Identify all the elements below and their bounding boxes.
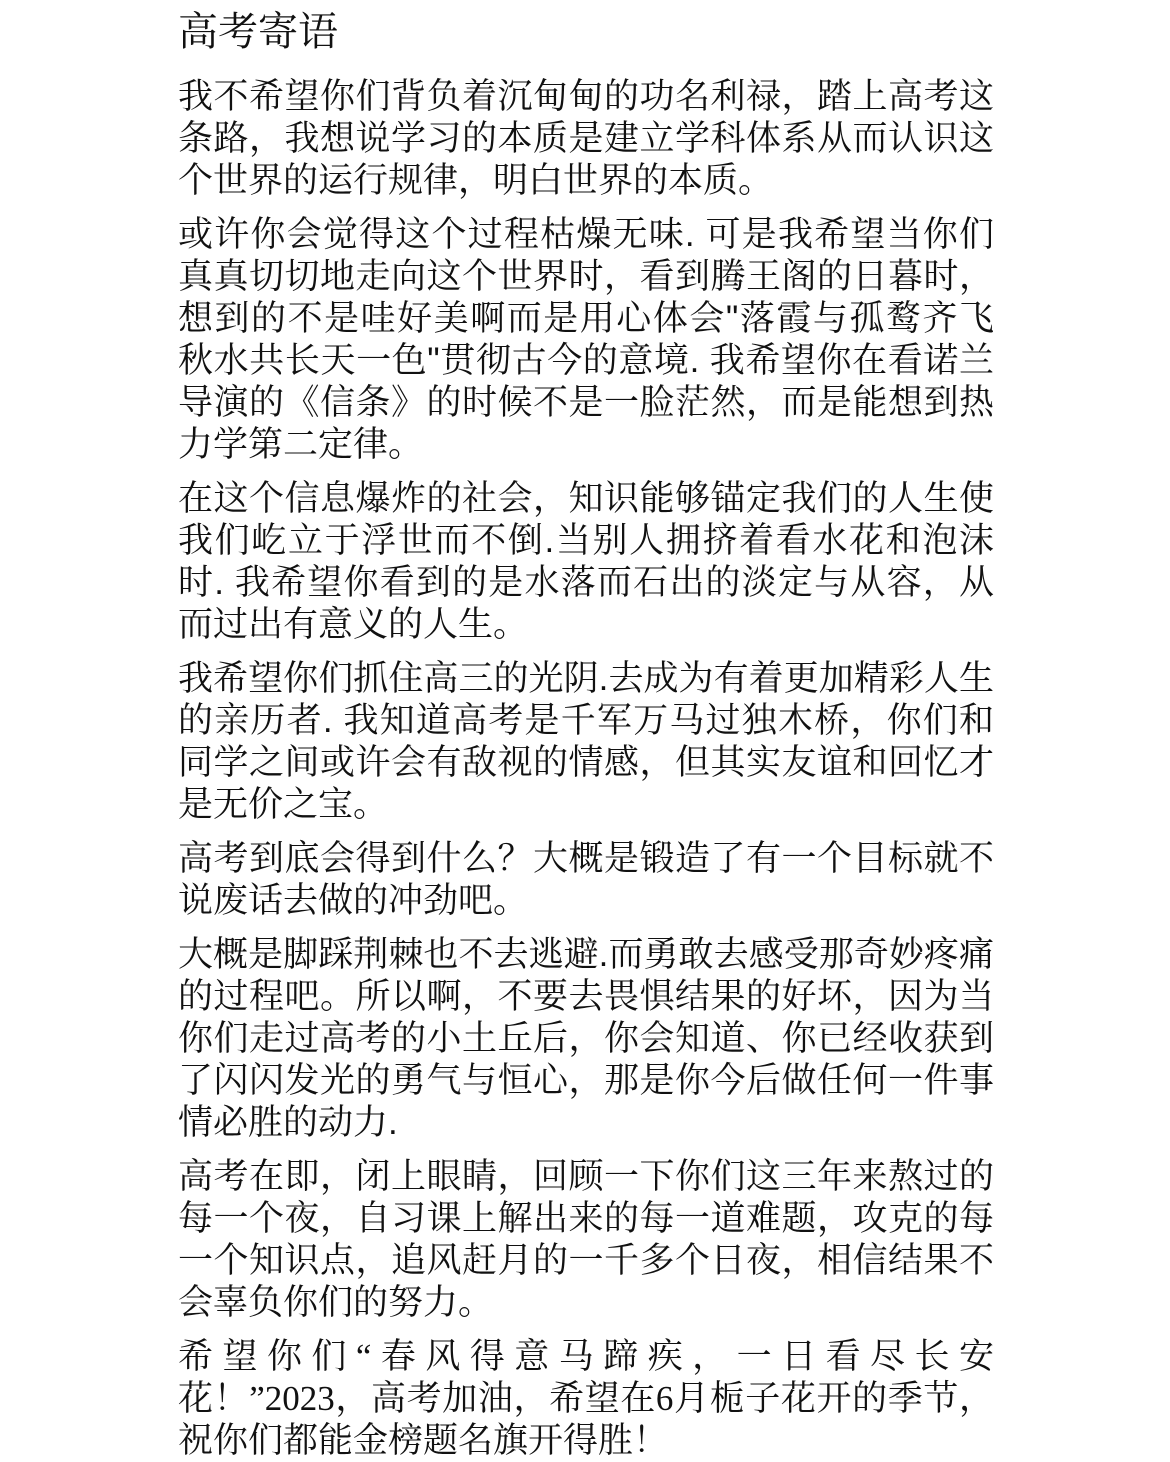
paragraph-what-gaokao-gives: 高考到底会得到什么？大概是锻造了有一个目标就不说废话去做的冲劲吧。 [178,839,994,920]
paragraph-final-blessing: 希望你们“春风得意马蹄疾，一日看尽长安花！”2023，高考加油，希望在6月栀子花开的季节，祝你们都能金榜题名旗开得胜！ [178,1337,994,1460]
paragraph-information-society: 在这个信息爆炸的社会，知识能够锚定我们的人生使我们屹立于浮世而不倒.当别人拥挤着看水花和泡沫时. 我希望你看到的是水落而石出的淡定与从容，从而过出有意义的人生。 [178,479,994,644]
page-title: 高考寄语 [178,10,338,54]
paragraph-tengwang-pavilion: 或许你会觉得这个过程枯燥无味. 可是我希望当你们真真切切地走向这个世界时，看到腾王阁的日暮时，想到的不是哇好美啊而是用心体会"落霞与孤鹜齐飞秋水共长天一色"贯彻古今的意境. 我希望你在看诺兰导演的《信条》的时候不是一脸茫然，而是能想到热力学第二定律。 [178,215,994,464]
paragraph-senior-year: 我希望你们抓住高三的光阴.去成为有着更加精彩人生的亲历者. 我知道高考是千军万马过独木桥，你们和同学之间或许会有敌视的情感，但其实友谊和回忆才是无价之宝。 [178,659,994,824]
paragraph-intro: 我不希望你们背负着沉甸甸的功名利禄，踏上高考这条路，我想说学习的本质是建立学科体系从而认识这个世界的运行规律，明白世界的本质。 [178,77,994,200]
paragraph-courage-and-perseverance: 大概是脚踩荆棘也不去逃避.而勇敢去感受那奇妙疼痛的过程吧。所以啊，不要去畏惧结果的好坏，因为当你们走过高考的小土丘后，你会知道、你已经收获到了闪闪发光的勇气与恒心，那是你今后做任何一件事情必胜的动力. [178,935,994,1142]
paragraph-three-years-review: 高考在即，闭上眼睛，回顾一下你们这三年来熬过的每一个夜，自习课上解出来的每一道难题，攻克的每一个知识点，追风赶月的一千多个日夜，相信结果不会辜负你们的努力。 [178,1157,994,1322]
